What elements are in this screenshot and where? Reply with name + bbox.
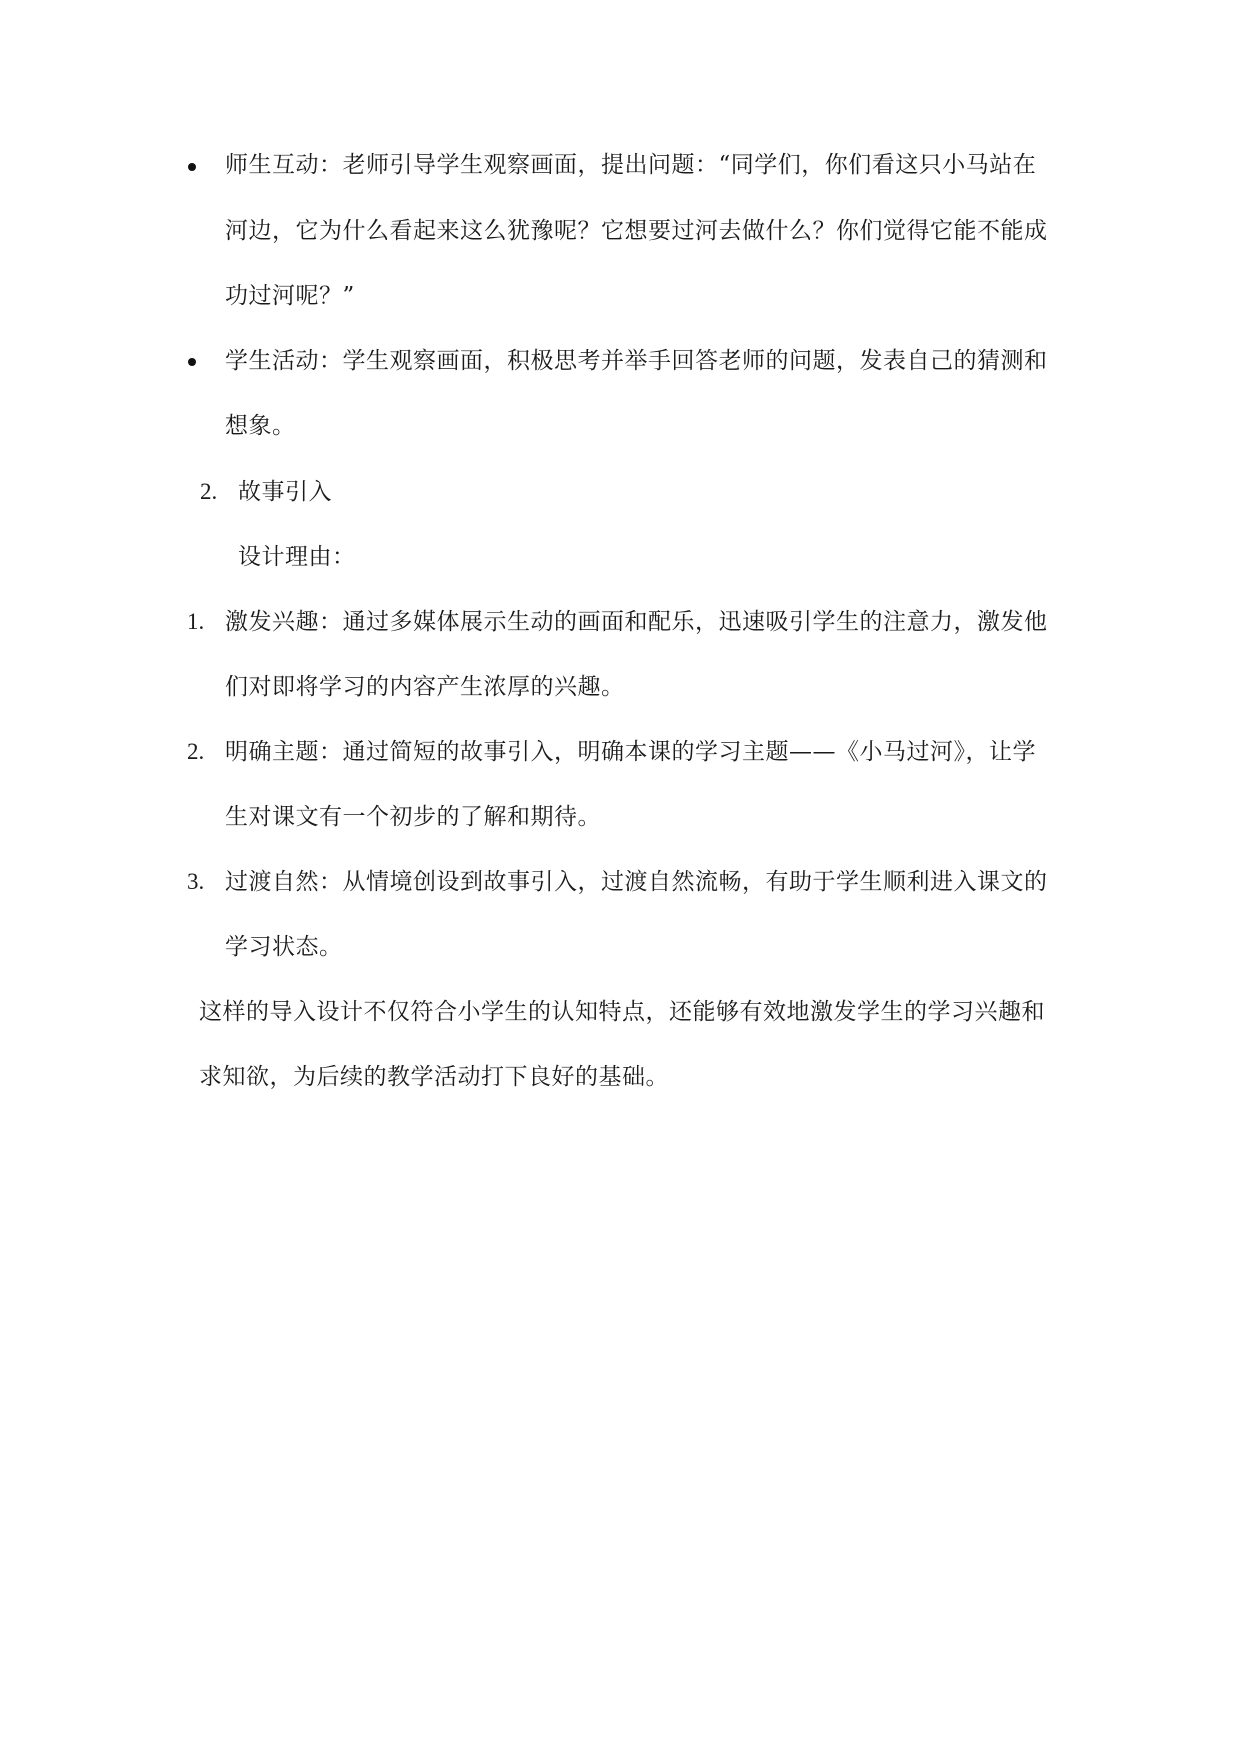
bullet-1-line-3: 功过河呢？”	[225, 283, 355, 309]
reason-2-line-2: 生对课文有一个初步的了解和期待。	[225, 804, 601, 830]
bullet-1-line-1: 师生互动：老师引导学生观察画面，提出问题：“同学们，你们看这只小马站在	[225, 152, 1037, 178]
design-reason-heading: 设计理由：	[238, 544, 356, 570]
bullet-2-line-2: 想象。	[225, 413, 296, 439]
bullet-marker	[188, 163, 196, 171]
reason-1-number: 1.	[187, 609, 205, 634]
reason-3-line-2: 学习状态。	[225, 934, 343, 960]
reason-3-line-1: 过渡自然：从情境创设到故事引入，过渡自然流畅，有助于学生顺利进入课文的	[225, 869, 1048, 895]
conclusion-line-2: 求知欲，为后续的教学活动打下良好的基础。	[199, 1064, 669, 1090]
reason-2-number: 2.	[187, 739, 205, 764]
conclusion-line-1: 这样的导入设计不仅符合小学生的认知特点，还能够有效地激发学生的学习兴趣和	[199, 999, 1045, 1025]
reason-2-line-1: 明确主题：通过简短的故事引入，明确本课的学习主题——《小马过河》，让学	[225, 739, 1036, 765]
bullet-2-line-1: 学生活动：学生观察画面，积极思考并举手回答老师的问题，发表自己的猜测和	[225, 348, 1048, 374]
reason-1-line-2: 们对即将学习的内容产生浓厚的兴趣。	[225, 674, 625, 700]
section-title: 故事引入	[238, 479, 332, 505]
reason-1-line-1: 激发兴趣：通过多媒体展示生动的画面和配乐，迅速吸引学生的注意力，激发他	[225, 609, 1048, 635]
bullet-1-line-2: 河边，它为什么看起来这么犹豫呢？它想要过河去做什么？你们觉得它能不能成	[225, 218, 1048, 244]
section-number: 2.	[200, 479, 218, 504]
bullet-marker	[188, 358, 196, 366]
reason-3-number: 3.	[187, 869, 205, 894]
